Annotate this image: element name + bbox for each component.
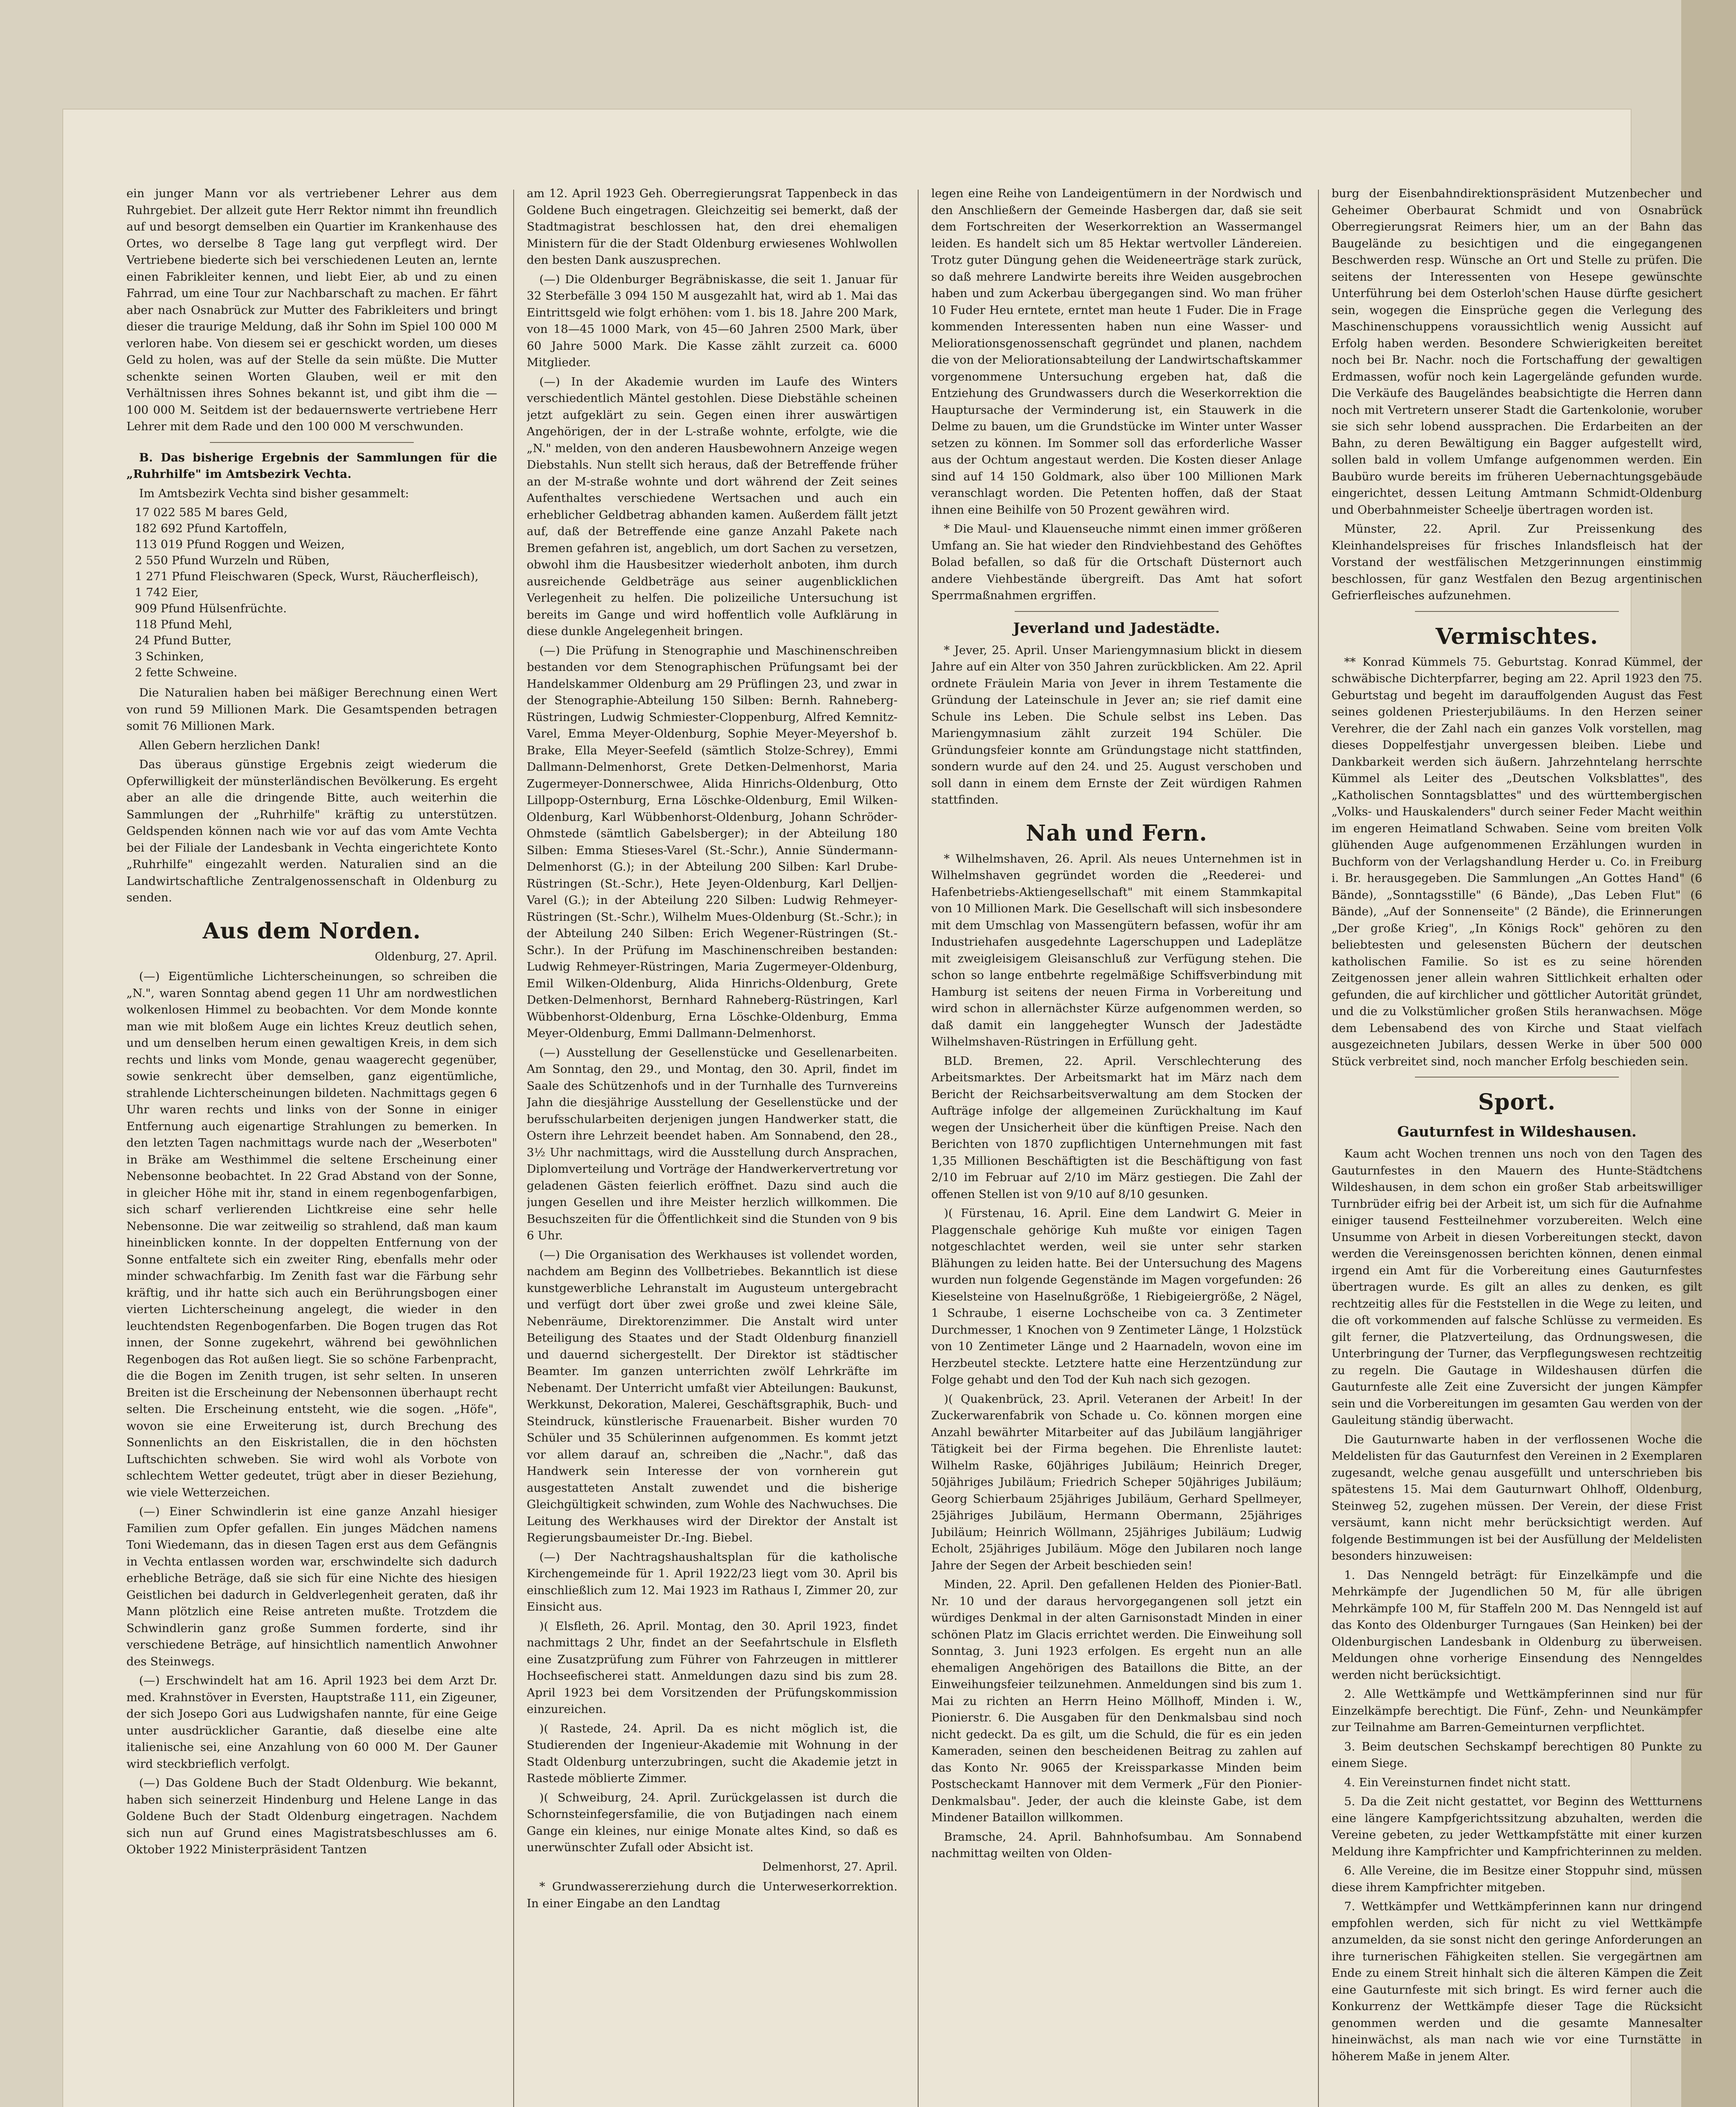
article-text: (—) Das Goldene Buch der Stadt Oldenburg. Wie bekannt, haben sich seinerzeit Hindenburg und Helene Lange in das Goldene Buch der Stadt Oldenburg eingetragen. Nachdem sich nun auf Grund eines Magistratsbeschlusses am 6. Oktober 1922 Ministerpräsident Tantzen — [126, 1776, 497, 1856]
article-text: Die Gauturnwarte haben in der verflossenen Woche die Meldelisten für das Gauturnfest den Vereinen in 2 Exemplaren zugesandt, welche genau ausgefüllt und unterschrieben bis spätestens 15. Mai dem Gauturnwart Ohlhoff, Oldenburg, Steinweg 52, zugehen müssen. Der Verein, der diese Frist versäumt, kann nicht mehr berücksichtigt werden. Auf folgende Bestimmungen ist bei der Ausfüllung der Meldelisten besonders hinzuweisen: — [1331, 1432, 1702, 1563]
collection-list — [135, 504, 497, 681]
section-heading: Nah und Fern. — [1026, 820, 1208, 846]
rule-item: 2. Alle Wettkämpfe und Wettkämpferinnen sind nur für Einzelkämpfe berechtigt. Die Fünf-, Zehn- und Neunkämpfer zur Teilnahme am Barren-Gemeinturnen verpflichtet. — [1331, 1687, 1702, 1734]
list-item: 17 022 585 M bares Geld, — [135, 506, 288, 519]
rule-item: 7. Wettkämpfer und Wettkämpferinnen kann nur dringend empfohlen werden, sich für nicht zu viel Wettkämpfe anzumelden, da sie sonst nicht den geringe Anforderungen an ihre turnerischen Fähigkeiten stellen. Sie vergegärtnen am Ende zu einem Streit hinhalt sich die älteren Kämpen die Zeit eine Gauturnfeste mit sich bringt. Es wird ferner auch die Konkurrenz der Wettkämpfe dieser Tage die Rücksicht genommen werden und die gesamte Mannesalter hineinwächst, als man nach wie vor eine Turnstätte in höherem Maße in jenem Alter. — [1331, 1900, 1702, 2063]
article-text: am 12. April 1923 Geh. Oberregierungsrat Tappenbeck in das Goldene Buch eingetragen. Gleichzeitig sei bemerkt, daß der Stadtmagistrat beschlossen hat, den drei ehemaligen Ministern für die der Stadt Oldenburg erwiesenes Wohlwollen den besten Dank auszusprechen. — [527, 187, 897, 267]
section-heading: Aus dem Norden. — [202, 918, 421, 944]
rule-item: 5. Da die Zeit nicht gestattet, vor Beginn des Wettturnens eine längere Kampfgerichtssitzung abzuhalten, werden die Vereine gebeten, zu jeder Wettkampfstätte mit einer kurzen Meldung ihre Kampfrichter und Kampfrichterinnen zu melden. — [1331, 1795, 1702, 1858]
list-item: 118 Pfund Mehl, — [135, 618, 233, 631]
article-text: * Wilhelmshaven, 26. April. Als neues Unternehmen ist in Wilhelmshaven gegründet worden die „Reederei- und Hafenbetriebs-Aktiengesellschaft" mit einem Stammkapital von 10 Millionen Mark. Die Gesellschaft will sich insbesondere mit dem Umschlag von Massengütern befassen, wofür ihr am Industriehafen ausgedehnte Lagerschuppen und Ladeplätze mit zweigleisigem Gleisanschluß zur Verfügung stehen. Die schon so lange entbehrte regelmäßige Schiffsverbindung mit Hamburg ist seitens der neuen Firma in Vorbereitung und wird schon in allernächster Kürze aufgenommen werden, so daß damit ein langgehegter Wunsch der Jadestädte Wilhelmshaven-Rüstringen in Erfüllung geht. — [931, 852, 1302, 1048]
list-item: 2 550 Pfund Wurzeln und Rüben, — [135, 554, 330, 567]
article-text: * Die Maul- und Klauenseuche nimmt einen immer größeren Umfang an. Sie hat wieder den Rindviehbestand des Gehöftes Bolad befallen, so daß für die Ortschaft Düsternort auch andere Viehbestände übergreift. Das Amt hat sofort Sperrmaßnahmen ergriffen. — [931, 522, 1302, 602]
column-rule — [513, 190, 514, 2107]
list-item: 3 Schinken, — [135, 650, 204, 663]
dateline: Delmenhorst, 27. April. — [762, 1860, 897, 1874]
article-text: ein junger Mann vor als vertriebener Lehrer aus dem Ruhrgebiet. Der allzeit gute Herr Rektor nimmt ihn freundlich auf und besorgt demselben ein Quartier im Krankenhause des Ortes, wo derselbe 8 Tage lang gut verpflegt wird. Der Vertriebene biederte sich bei verschiedenen Leuten an, lernte einen Fabrikleiter kennen, und liebt Eier, ab und zu einen Fahrrad, um eine Tour zur Nachbarschaft zu machen. Er fährt aber nach Osnabrück zur Mutter des Fabrikleiters und bringt dieser die traurige Meldung, daß ihr Sohn im Spiel 100 000 M verloren habe. Von diesem sei er geschickt worden, um dieses Geld zu holen, was auf der Stelle da sein müßte. Die Mutter schenkte seinen Worten Glauben, weil er mit den Verhältnissen ihres Sohnes bekannt ist, und gibt ihm die — 100 000 M. Seitdem ist der bedauernswerte vertriebene Herr Lehrer mit dem Rade und den 100 000 M verschwunden. — [126, 187, 497, 433]
section-heading: Sport. — [1478, 1089, 1556, 1115]
list-item: 182 692 Pfund Kartoffeln, — [135, 522, 287, 535]
column-4 — [1331, 185, 1702, 2107]
column-2 — [527, 185, 897, 2107]
rule-item: 3. Beim deutschen Sechskampf berechtigen 80 Punkte zu einem Siege. — [1331, 1740, 1702, 1770]
article-text: Münster, 22. April. Zur Preissenkung des Kleinhandelspreises für frisches Inlandsfleisch hat der Vorstand der westfälischen Metzgerinnungen einstimmig beschlossen, für ganz Westfalen den Bezug argentinischen Gefrierfleisches aufzunehmen. — [1331, 522, 1702, 602]
article-text: Kaum acht Wochen trennen uns noch von den Tagen des Gauturnfestes in den Mauern des Hunte-Städtchens Wildeshausen, in dem schon ein großer Stab arbeitswilliger Turnbrüder eifrig bei der Arbeit ist, um sich für die Aufnahme einiger tausend Festteilnehmer vorzubereiten. Welch eine Unsumme von Arbeit in diesen Vorbereitungen steckt, davon werden die Vereinsgenossen berichten können, denen einmal irgend ein Amt für die Vorbereitung eines Gauturnfestes übertragen wurde. Es gilt an alles zu denken, es gilt rechtzeitig alles für die Feststellen in die Wege zu leiten, und die oft vorkommenden auf falsche Schlüsse zu vermeiden. Es gilt ferner, die Platzverteilung, das Ordnungswesen, die Unterbringung der Turner, das Verpflegungswesen rechtzeitig zu regeln. Die Gautage in Wildeshausen dürfen die Gauturnfeste alle Zeit eine Zuversicht der jungen Kämpfer sein und die Vorbereitungen im gesamten Gau werden von der Gauleitung ständig überwacht. — [1331, 1147, 1702, 1427]
article-text: Das überaus günstige Ergebnis zeigt wiederum die Opferwilligkeit der münsterländischen Bevölkerung. Es ergeht aber an alle die dringende Bitte, auch weiterhin die Sammlungen der „Ruhrhilfe" kräftig zu unterstützen. Geldspenden können nach wie vor auf das vom Amte Vechta bei der Filiale der Landesbank in Vechta eingerichtete Konto „Ruhrhilfe" eingezahlt werden. Naturalien sind an die Landwirtschaftliche Zentralgenossenschaft in Oldenburg zu senden. — [126, 758, 497, 904]
article-text: ** Konrad Kümmels 75. Geburtstag. Konrad Kümmel, der schwäbische Dichterpfarrer, beging am 22. April 1923 den 75. Geburtstag und begeht im darauffolgenden August das Fest seines goldenen Priesterjubiläums. In den Herzen seiner Verehrer, die der Zahl nach ein ganzes Volk vorstellen, mag dieses Doppelfestjahr unvergessen bleiben. Liebe und Dankbarkeit werden sich äußern. Jahrzehntelang herrschte Kümmel als Leiter des „Deutschen Volksblattes", des „Katholischen Sonntagsblattes" und des württembergischen „Volks- und Hauskalenders" durch seiner Feder Macht weithin im engeren Heimatland Schwaben. Seine vom breiten Volk glühenden Auge aufgenommenen Erzählungen wurden in Buchform von der Verlagshandlung Herder u. Co. in Freiburg i. Br. herausgegeben. Die Sammlungen „An Gottes Hand" (6 Bände), „Sonntagsstille" (6 Bände), „Das Leben Flut" (6 Bände), „Auf der Sonnenseite" (2 Bände), die Erinnerungen „Der große Krieg", „In Königs Rock" gehören zu den beliebtesten und gelesensten Büchern der deutschen katholischen Familie. So ist es zu seine hörenden Zeitgenossen jener allein wahren Sittlichkeit erhalten oder gefunden, die auf kirchlicher und göttlicher Autorität gründet, und die zu Volkstümlicher großen Stils heranwachsen. Möge dem Lebensabend des von Kirche und Staat vielfach ausgezeichneten Jubilars, dessen Werke in über 500 000 Stück verbreitet sind, noch mancher Erfolg beschieden sein. — [1331, 655, 1702, 1068]
article-text: (—) Eigentümliche Lichterscheinungen, so schreiben die „N.", waren Sonntag abend gegen 11 Uhr am nordwestlichen wolkenlosen Himmel zu beobachten. Vor dem Monde konnte man wie mit bloßem Auge ein lichtes Kreuz deutlich sehen, und um denselben herum einen gewaltigen Kreis, in dem sich rechts und links vom Monde, genau waagerecht gegenüber, sowie senkrecht über demselben, ganz eigentümliche, strahlende Lichterscheinungen bildeten. Nachmittags gegen 6 Uhr waren rechts und links von der Sonne in einiger Entfernung auch eigenartige Strahlungen zu bemerken. In den letzten Tagen nachmittags wurde nach der „Weserboten" in Bräke am Westhimmel die seltene Erscheinung einer Nebensonne beobachtet. In 22 Grad Abstand von der Sonne, in gleicher Höhe mit ihr, stand in einem regenbogenfarbigen, sich scharf verlierenden Lichtkreise eine sehr helle Nebensonne. Die war zeitweilig so strahlend, daß man kaum hineinblicken konnte. In der doppelten Entfernung von der Sonne entfaltete sich ein zweiter Ring, ebenfalls mehr oder minder schwachfarbig. Im Zenith fast war die Färbung sehr kräftig, und ihr hatte sich auch ein Berührungsbogen einer vierten Lichterscheinung angelegt, die wieder in den leuchtendsten Regenbogenfarben. Die Bogen trugen das Rot innen, der Sonne zugekehrt, während bei gewöhnlichen Regenbogen das Rot außen liegt. Sie so schöne Farbenpracht, die die Bogen im Zenith trugen, ist sehr selten. In unseren Breiten ist die Erscheinung der Nebensonnen überhaupt recht selten. Die Erscheinung entsteht, wie die sogen. „Höfe", wovon sie eine Erweiterung ist, durch Brechung des Sonnenlichts an den Eiskristallen, die in den höchsten Luftschichten schweben. Sie wird wohl als Vorbote von schlechtem Wetter gedeutet, trügt aber in dieser Beziehung, wie viele Wetterzeichen. — [126, 970, 497, 1499]
article-text: (—) Einer Schwindlerin ist eine ganze Anzahl hiesiger Familien zum Opfer gefallen. Ein junges Mädchen namens Toni Wiedemann, das in diesen Tagen erst aus dem Gefängnis in Vechta entlassen worden war, erschwindelte sich dadurch erhebliche Beträge, daß sie sich für eine Nichte des hiesigen Geistlichen bei dadurch in Geldverlegenheit geraten, daß ihr Mann plötzlich eine Reise antreten mußte. Trotzdem die Schwindlerin ganz große Summen forderte, sind ihr verschiedene Beträge, auf hinsichtlich namentlich Anwohner des Steinwegs. — [126, 1505, 497, 1668]
column-1 — [126, 185, 497, 2107]
subsection-heading: Gauturnfest in Wildeshausen. — [1397, 1123, 1637, 1140]
column-3 — [931, 185, 1302, 2107]
separator — [1415, 1077, 1619, 1078]
rule-item: 1. Das Nenngeld beträgt: für Einzelkämpfe und die Mehrkämpfe der Jugendlichen 50 M, für alle übrigen Mehrkämpfe 100 M, für Staffeln 200 M. Das Nenngeld ist auf das Konto des Oldenburger Turngaues (San Heinken) bei der Oldenburgischen Landesbank in Oldenburg zu überweisen. Meldungen ohne vorherige Einsendung des Nenngeldes werden nicht berücksichtigt. — [1331, 1568, 1702, 1682]
list-item: 909 Pfund Hülsenfrüchte. — [135, 602, 287, 615]
section-heading: Jeverland und Jadestädte. — [1013, 619, 1220, 637]
article-text: )( Quakenbrück, 23. April. Veteranen der Arbeit! In der Zuckerwarenfabrik von Schade u. Co. können morgen eine Anzahl bewährter Mitarbeiter auf das Jubiläum langjähriger Tätigkeit bei der Firma begehen. Die Ehrenliste lautet: Wilhelm Raske, 60jähriges Jubiläum; Heinrich Dreger, 50jähriges Jubiläum; Friedrich Scheper 50jähriges Jubiläum; Georg Schierbaum 25jähriges Jubiläum, Gerhard Spellmeyer, 25jähriges Jubiläum, Hermann Obermann, 25jähriges Jubiläum; Heinrich Wöllmann, 25jähriges Jubiläum; Ludwig Echolt, 25jähriges Jubiläum. Möge den Jubilaren noch lange Jahre der Segen der Arbeit beschieden sein! — [931, 1392, 1302, 1572]
article-text: Im Amtsbezirk Vechta sind bisher gesammelt: — [139, 486, 409, 500]
article-text: Die Naturalien haben bei mäßiger Berechnung einen Wert von rund 59 Millionen Mark. Die Gesamtspenden betragen somit 76 Millionen Mark. — [126, 686, 497, 733]
rule-item: 4. Ein Vereinsturnen findet nicht statt. — [1344, 1775, 1571, 1789]
dateline: Oldenburg, 27. April. — [375, 950, 497, 963]
list-item: 1 271 Pfund Fleischwaren (Speck, Wurst, Räucherfleisch), — [135, 570, 479, 583]
page-content — [63, 110, 1702, 2107]
article-text: Allen Gebern herzlichen Dank! — [139, 738, 321, 752]
article-text: )( Rastede, 24. April. Da es nicht möglich ist, die Studierenden der Ingenieur-Akademie mit Wohnung in der Stadt Oldenburg unterzubringen, sucht die Akademie jetzt in Rastede möblierte Zimmer. — [527, 1721, 897, 1785]
list-item: 113 019 Pfund Roggen und Weizen, — [135, 538, 345, 551]
article-text: (—) Die Oldenburger Begräbniskasse, die seit 1. Januar für 32 Sterbefälle 3 094 150 M ausgezahlt hat, wird ab 1. Mai das Eintrittsgeld wie folgt erhöhen: vom 1. bis 18. Jahre 200 Mark, von 18—45 1000 Mark, von 45—60 Jahren 2500 Mark, über 60 Jahre 5000 Mark. Die Kasse zählt zurzeit ca. 6000 Mitglieder. — [527, 272, 897, 369]
article-text: (—) Der Nachtragshaushaltsplan für die katholische Kirchengemeinde für 1. April 1922/23 liegt vom 30. April bis einschließlich zum 12. Mai 1923 im Rathaus I, Zimmer 20, zur Einsicht aus. — [527, 1550, 897, 1614]
article-text: )( Elsfleth, 26. April. Montag, den 30. April 1923, findet nachmittags 2 Uhr, findet an der Seefahrtschule in Elsfleth eine Zusatzprüfung zum Führer von Fahrzeugen in mittlerer Hochseefischerei statt. Anmeldungen dazu sind bis zum 28. April 1923 bei dem Vorsitzenden der Prüfungskommission einzureichen. — [527, 1619, 897, 1716]
article-text: * Jever, 25. April. Unser Mariengymnasium blickt in diesem Jahre auf ein Alter von 350 Jahren zurückblicken. Am 22. April ordnete Fräulein Maria von Jever in ihrem Testamente die Gründung der Lateinschule in Jever an; sie rief damit eine Schule ins Leben. Die Schule selbst ins Leben. Das Mariengymnasium zählt zurzeit 194 Schüler. Die Gründungsfeier konnte am Gründungstage nicht stattfinden, sondern wurde auf den 24. und 25. August verschoben und soll dann in einem dem Ernste der Zeit würdigen Rahmen stattfinden. — [931, 643, 1302, 807]
separator — [1015, 611, 1219, 612]
list-item: 2 fette Schweine. — [135, 666, 238, 679]
article-text: BLD. Bremen, 22. April. Verschlechterung des Arbeitsmarktes. Der Arbeitsmarkt hat im März nach dem Bericht der Reichsarbeitsverwaltung am dem Stocken der Aufträge infolge der allgemeinen Zurückhaltung im Kauf wegen der Unsicherheit über die künftigen Preise. Nach den Berichten von 1870 zupflichtigen Unternehmungen mit fast 1,35 Millionen Beschäftigten ist die Beschäftigung von fast 2/10 im Februar auf 2/10 im März gestiegen. Die Zahl der offenen Stellen ist von 9/10 auf 8/10 gesunken. — [931, 1054, 1302, 1201]
article-text: Bramsche, 24. April. Bahnhofsumbau. Am Sonnabend nachmittag weilten von Olden- — [931, 1830, 1302, 1860]
article-text: (—) Die Prüfung in Stenographie und Maschinenschreiben bestanden vor dem Stenographischen Prüfungsamt bei der Handelskammer Oldenburg am 29 Prüflingen 23, und zwar in der Stenographie-Abteilung 150 Silben: Bernh. Rahneberg-Rüstringen, Ludwig Schmiester-Cloppenburg, Alfred Kemnitz-Varel, Emma Meyer-Oldenburg, Sophie Meyer-Meyershof b. Brake, Ella Meyer-Seefeld (sämtlich Stolze-Schrey), Emmi Dallmann-Delmenhorst, Grete Detken-Delmenhorst, Maria Zugermeyer-Donnerschwee, Alida Hinrichs-Oldenburg, Otto Lillpopp-Osternburg, Erna Löschke-Oldenburg, Emil Wilken-Oldenburg, Karl Wübbenhorst-Oldenburg, Johann Schröder-Ohmstede (sämtlich Gabelsberger); in der Abteilung 180 Silben: Emma Stieses-Varel (St.-Schr.), Annie Sündermann-Delmenhorst (G.); in der Abteilung 200 Silben: Karl Drube-Rüstringen (St.-Schr.), Hete Jeyen-Oldenburg, Karl Delljen-Varel (G.); in der Abteilung 220 Silben: Ludwig Rehmeyer-Rüstringen (St.-Schr.), Wilhelm Mues-Oldenburg (St.-Schr.); in der Abteilung 240 Silben: Erich Wegener-Rüstringen (St.-Schr.). In der Prüfung im Maschinenschreiben bestanden: Ludwig Rehmeyer-Rüstringen, Maria Zugermeyer-Oldenburg, Emil Wilken-Oldenburg, Alida Hinrichs-Oldenburg, Grete Detken-Delmenhorst, Bernhard Rahneberg-Rüstringen, Karl Wübbenhorst-Oldenburg, Erna Löschke-Oldenburg, Emma Meyer-Oldenburg, Emmi Dallmann-Delmenhorst. — [527, 643, 897, 1040]
separator — [210, 442, 414, 443]
article-text: (—) Erschwindelt hat am 16. April 1923 bei dem Arzt Dr. med. Krahnstöver in Eversten, Hauptstraße 111, ein Zigeuner, der sich Josepo Gori aus Ludwigshafen nannte, für eine Geige unter ausdrücklicher Garantie, daß dieselbe eine alte italienische sei, eine Anzahlung von 60 000 M. Der Gauner wird steckbrieflich verfolgt. — [126, 1674, 497, 1771]
article-text: )( Schweiburg, 24. April. Zurückgelassen ist durch die Schornsteinfegersfamilie, die von Butjadingen nach einem Gange ein kleines, nur einige Monate altes Kind, so daß es unerwünschter Zufall oder Absicht ist. — [527, 1791, 897, 1854]
list-item: 24 Pfund Butter, — [135, 634, 232, 647]
separator — [1415, 611, 1619, 612]
article-text: Minden, 22. April. Den gefallenen Helden des Pionier-Batl. Nr. 10 und der daraus hervorgegangenen soll jetzt ein würdiges Denkmal in der alten Garnisonstadt Minden in einer schönen Platz im Glacis errichtet werden. Die Einweihung soll Sonntag, 3. Juni 1923 erfolgen. Es ergeht nun an alle ehemaligen Angehörigen des Bataillons die Bitte, an der Einweihungsfeier teilzunehmen. Anmeldungen sind bis zum 1. Mai zu richten an Herrn Heino Möllhoff, Minden i. W., Pionierstr. 6. Die Ausgaben für den Denkmalsbau sind noch nicht gedeckt. Da es gilt, um die Schuld, die für es ein jeden Kameraden, seinen den bescheidenen Beitrag zu zahlen auf das Konto Nr. 9065 der Kreissparkasse Minden beim Postscheckamt Hannover mit dem Vermerk „Für den Pionier-Denkmalsbau". Jeder, der auch die kleinste Gabe, ist dem Mindener Bataillon willkommen. — [931, 1578, 1302, 1824]
article-text: (—) Die Organisation des Werkhauses ist vollendet worden, nachdem am Beginn des Vollbetriebes. Bekanntlich ist diese kunstgewerbliche Lehranstalt im Augusteum untergebracht und verfügt dort über zwei große und zwei kleine Säle, Nebenräume, Direktorenzimmer. Die Anstalt wird unter Beteiligung des Staates und der Stadt Oldenburg finanziell und dauernd sichergestellt. Der Direktor ist städtischer Beamter. Im ganzen unterrichten zwölf Lehrkräfte im Nebenamt. Der Unterricht umfaßt vier Abteilungen: Baukunst, Werkkunst, Dekoration, Malerei, Geschäftsgraphik, Buch- und Steindruck, künstlerische Frauenarbeit. Bisher wurden 70 Schüler und 35 Schülerinnen aufgenommen. Es kommt jetzt vor allem darauf an, schreiben die „Nachr.", daß das Handwerk sein Interesse der von vornherein gut ausgestatteten Anstalt zuwendet und die bisherige Gleichgültigkeit schwinden, zum Wohle des Nachwuchses. Die Leitung des Werkhauses wird der Direktor der Anstalt ist Regierungsbaumeister Dr.-Ing. Biebel. — [527, 1248, 897, 1544]
article-text: * Grundwassererziehung durch die Unterweserkorrektion. In einer Eingabe an den Landtag — [527, 1880, 897, 1910]
column-rule — [918, 190, 919, 2107]
article-text: (—) In der Akademie wurden im Laufe des Winters verschiedentlich Mäntel gestohlen. Diese Diebstähle scheinen jetzt aufgeklärt zu sein. Gegen einen ihrer auswärtigen Angehörigen, der in der L-straße wohnte, erfolgte, wie die „N." melden, von den anderen Hausbewohnern Anzeige wegen Diebstahls. Nun stellt sich heraus, daß der Betreffende früher an der M-straße wohnte und dort während der Zeit seines Aufenthaltes verschiedene Wertsachen und auch ein erheblicher Geldbetrag abhanden kamen. Außerdem fällt jetzt auf, daß der Betreffende eine ganze Anzahl Pakete nach Bremen gefahren ist, angeblich, um dort Sachen zu versetzen, obwohl ihm die Hausbesitzer wiederholt anboten, ihm durch ausreichende Geldbeträge aus seiner augenblicklichen Verlegenheit zu helfen. Die polizeiliche Untersuchung ist bereits im Gange und wird hoffentlich volle Aufklärung in diese dunkle Angelegenheit bringen. — [527, 375, 897, 638]
article-heading: B. Das bisherige Ergebnis der Sammlungen für die „Ruhrhilfe" im Amtsbezirk Vechta. — [126, 450, 497, 481]
article-text: (—) Ausstellung der Gesellenstücke und Gesellenarbeiten. Am Sonntag, den 29., und Montag, den 30. April, findet im Saale des Schützenhofs und in der Turnhalle des Turnvereins Jahn die diesjährige Ausstellung der Gesellenstücke und der berufsschularbeiten derjenigen jungen Handwerker statt, die Ostern ihre Lehrzeit beendet haben. Am Sonnabend, den 28., 3½ Uhr nachmittags, wird die Ausstellung durch Ansprachen, Diplomverteilung und Vorträge der Handwerkervertretung vor geladenen Gästen feierlich eröffnet. Dazu sind auch die jungen Gesellen und ihre Meister herzlich willkommen. Die Besuchszeiten für die Öffentlichkeit sind die Stunden von 9 bis 6 Uhr. — [527, 1045, 897, 1242]
article-text: )( Fürstenau, 16. April. Eine dem Landwirt G. Meier in Plaggenschale gehörige Kuh mußte vor einigen Tagen notgeschlachtet werden, weil sie unter sehr starken Blähungen zu leiden hatte. Bei der Untersuchung des Magens wurden nun folgende Gegenstände im Magen vorgefunden: 26 Kieselsteine von Haselnußgröße, 1 Riebigeiergröße, 2 Nägel, 1 Schraube, 1 eiserne Lochscheibe von ca. 3 Zentimeter Durchmesser, 1 Knochen von 9 Zentimeter Länge, 1 Holzstück von 10 Zentimeter Länge und 2 Haarnadeln, wovon eine im Herzbeutel steckte. Letztere hatte eine Herzentzündung zur Folge gehabt und den Tod der Kuh nach sich gezogen. — [931, 1206, 1302, 1386]
rule-item: 6. Alle Vereine, die im Besitze einer Stoppuhr sind, müssen diese ihrem Kampfrichter mitgeben. — [1331, 1864, 1702, 1894]
section-heading: Vermischtes. — [1435, 623, 1599, 649]
list-item: 1 742 Eier, — [135, 586, 199, 599]
column-rule — [1318, 190, 1319, 2107]
article-text: legen eine Reihe von Landeigentümern in der Nordwisch und den Anschließern der Gemeinde Hasbergen dar, daß sie seit dem Fortschreiten der Weserkorrektion an Wassermangel leiden. Es handelt sich um 85 Hektar wertvoller Ländereien. Trotz guter Düngung gehen die Weideneerträge stark zurück, so daß mehrere Landwirte bereits ihre Weiden ausgebrochen haben und zum Ackerbau übergegangen sind. Wo man früher 10 Fuder Heu erntete, erntet man heute 1 Fuder. Die in Frage kommenden Interessenten haben nun eine Wasser- und Meliorationsgenossenschaft gegründet und planen, nachdem die von der Meliorationsabteilung der Landwirtschaftskammer vorgenommene Untersuchung ergeben hat, daß die Entziehung des Grundwassers durch die Weserkorrektion die Hauptursache der Verminderung ist, ein Stauwerk in die Delme zu bauen, um die Grundstücke im Winter unter Wasser setzen zu können. Im Sommer soll das erforderliche Wasser aus der Ochtum angestaut werden. Die Kosten dieser Anlage sind auf 14 150 Goldmark, also über 100 Millionen Mark veranschlagt worden. Die Petenten hoffen, daß der Staat ihnen eine Beihilfe von 50 Prozent gewähren wird. — [931, 187, 1302, 517]
article-text: burg der Eisenbahndirektionspräsident Mutzenbecher und Geheimer Oberbaurat Schmidt und von Osnabrück Oberregierungsrat Reimers hier, um an der Bahn das Baugelände zu besichtigen und die eingegangenen Beschwerden resp. Wünsche an Ort und Stelle zu prüfen. Die seitens der Interessenten von Hesepe gewünschte Unterführung bei dem Osterloh'schen Hause dürfte gesichert sein, wogegen die Einsprüche gegen die Verlegung des Maschinenschuppens voraussichtlich wenig Aussicht auf Erfolg haben werden. Besondere Schwierigkeiten bereitet noch bei Br. Nachr. noch die Fortschaffung der gewaltigen Erdmassen, wofür noch kein Lagergelände gefunden wurde. Die Verkäufe des Baugeländes beabsichtigte die Herren dann noch mit Vertretern unserer Stadt die Gartenkolonie, woruber sie sich sehr lobend aussprachen. Die Erdarbeiten an der Bahn, zu deren Bewältigung ein Bagger aufgestellt wird, sollen bald in vollem Umfange aufgenommen werden. Ein Baubüro wurde bereits im früheren Uebernachtungsgebäude eingerichtet, dessen Leitung Amtmann Schmidt-Oldenburg und Oberbahnmeister Scheelje übertragen worden ist. — [1331, 187, 1702, 517]
